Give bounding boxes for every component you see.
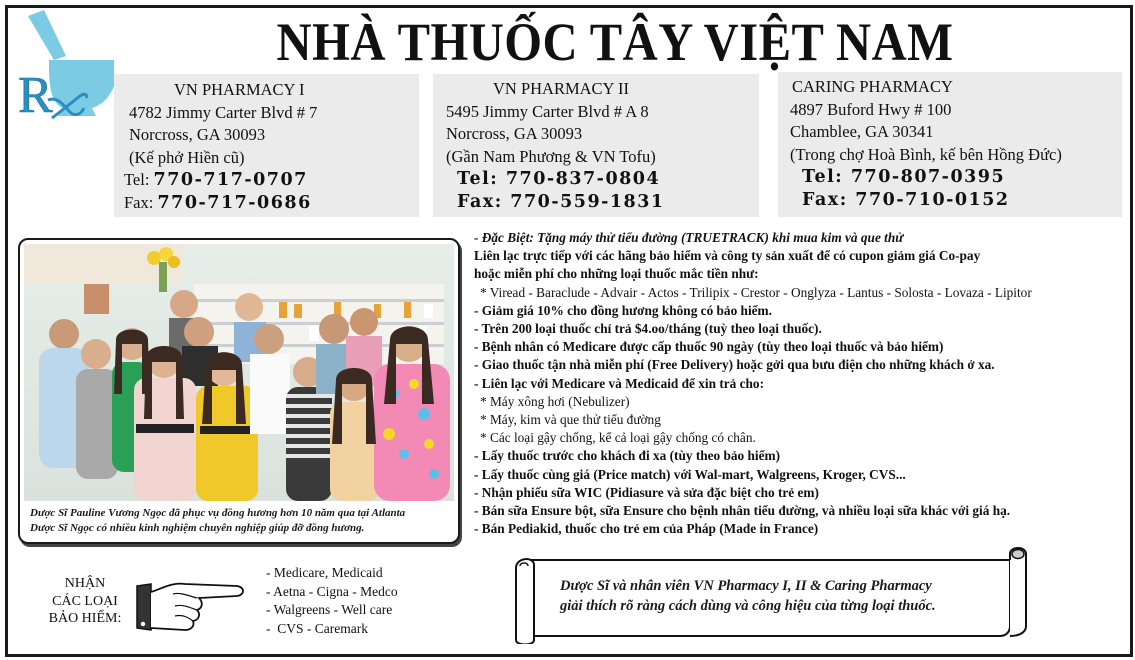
store-address-line1: 4897 Buford Hwy # 100 (790, 99, 952, 119)
staff-group-photo (24, 244, 454, 501)
service-contact-line1: Liên lạc trực tiếp với các hãng bảo hiểm và công ty sản xuất để có cupon giảm giá Co-pay (474, 248, 981, 264)
fax-label: Fax: (802, 189, 848, 210)
fax-label: Fax: (124, 192, 154, 212)
photo-caption (30, 506, 450, 536)
store-address-line1: 5495 Jimmy Carter Blvd # A 8 (446, 101, 649, 121)
store-fax (433, 191, 759, 214)
tel-number[interactable]: 770-837-0804 (505, 169, 661, 189)
store-note: (Kế phở Hiền cũ) (129, 147, 245, 167)
service-price: - Trên 200 loại thuốc chỉ trả $4.oo/tháng (tuỳ theo loại thuốc). (474, 321, 822, 337)
service-price-match: - Lấy thuốc cùng giá (Price match) với Wal-mart, Walgreens, Kroger, CVS... (474, 466, 906, 482)
tel-label: Tel: (802, 167, 844, 187)
service-special: - Đặc Biệt: Tặng máy thử tiểu đường (TRUETRACK) khi mua kim và que thử (474, 230, 904, 245)
pointing-hand-icon (133, 578, 248, 634)
store-address-line2: Chamblee, GA 30341 (790, 122, 934, 141)
store-note: (Gần Nam Phương & VN Tofu) (446, 146, 656, 166)
fax-number: 770-559-1831 (510, 191, 665, 212)
service-wic: - Nhận phiếu sữa WIC (Pidiasure và sửa đặc biệt cho trẻ em) (474, 484, 819, 500)
service-canes: * Các loại gậy chống, kể cả loại gậy chống có chân. (480, 430, 756, 446)
store-card-vn-pharmacy-1 (114, 74, 419, 217)
caption-line2: Dược Sĩ Ngọc có nhiều kinh nghiệm chuyên nghiệp giúp đỡ đồng hương. (30, 522, 365, 534)
services-list (474, 229, 1124, 538)
insurance-label-line3: BẢO HIỂM: (48, 611, 122, 626)
tel-label: Tel: (457, 169, 499, 189)
tel-number[interactable]: 770-717-0707 (153, 170, 308, 190)
store-fax (778, 189, 1122, 212)
fax-number: 770-717-0686 (157, 192, 312, 213)
staff-photo-card (18, 238, 460, 544)
store-name: CARING PHARMACY (792, 77, 953, 96)
store-address-line2: Norcross, GA 30093 (446, 124, 583, 143)
service-medicaid: - Liên lạc với Medicare và Medicaid để xin trả cho: (474, 375, 764, 391)
insurance-label-line2: CÁC LOẠI (52, 593, 118, 609)
insurance-item: - CVS - Caremark (266, 620, 368, 636)
store-fax (114, 192, 419, 215)
store-note: (Trong chợ Hoà Bình, kế bên Hồng Đức) (790, 144, 1062, 164)
service-diabetes: * Máy, kim và que thử tiểu đường (480, 412, 661, 428)
insurance-label (40, 575, 130, 628)
insurance-list (266, 564, 398, 638)
tel-label: Tel: (124, 170, 150, 189)
store-tel (114, 169, 419, 192)
scroll-banner-text (560, 576, 1010, 616)
service-delivery: - Giao thuốc tận nhà miễn phí (Free Delivery) hoặc gởi qua bưu điện cho những khách ở xa. (474, 357, 995, 373)
store-name: VN PHARMACY II (493, 79, 629, 98)
store-address-line1: 4782 Jimmy Carter Blvd # 7 (129, 102, 318, 122)
store-tel (433, 168, 759, 191)
rx-logo-text: R (18, 67, 53, 123)
fax-number: 770-710-0152 (855, 189, 1010, 210)
store-name: VN PHARMACY I (174, 80, 305, 99)
insurance-item: - Aetna - Cigna - Medco (266, 583, 398, 599)
service-drug-list: * Viread - Baraclude - Advair - Actos - Trilipix - Crestor - Onglyza - Lantus - Solosta - Lovaza - Lipitor (480, 284, 1032, 300)
fax-label: Fax: (457, 191, 503, 212)
store-tel (778, 166, 1122, 189)
store-card-vn-pharmacy-2 (433, 74, 759, 217)
service-ensure: - Bán sữa Ensure bột, sữa Ensure cho bệnh nhân tiểu đường, và nhiều loại sữa khác với giá hạ. (474, 503, 1011, 519)
service-contact-line2: hoặc miễn phí cho những loại thuốc mắc tiền như: (474, 266, 759, 282)
store-address-line2: Norcross, GA 30093 (129, 125, 266, 144)
store-card-caring-pharmacy (778, 72, 1122, 217)
insurance-label-line1: NHẬN (64, 576, 106, 591)
page-title: NHÀ THUỐC TÂY VIỆT NAM (276, 12, 954, 72)
service-discount: - Giảm giá 10% cho đồng hương không có bảo hiểm. (474, 302, 772, 318)
insurance-item: - Medicare, Medicaid (266, 565, 383, 580)
tel-number[interactable]: 770-807-0395 (850, 167, 1006, 187)
banner-line1: Dược Sĩ và nhân viên VN Pharmacy I, II & Caring Pharmacy (560, 578, 932, 594)
service-travel: - Lấy thuốc trước cho khách đi xa (tùy theo bảo hiểm) (474, 448, 781, 464)
rx-mortar-pestle-icon (14, 8, 114, 123)
service-nebulizer: * Máy xông hơi (Nebulizer) (480, 393, 630, 409)
service-pediakid: - Bán Pediakid, thuốc cho trẻ em của Pháp (Made in France) (474, 521, 819, 537)
service-medicare-90: - Bệnh nhân có Medicare được cấp thuốc 90 ngày (tùy theo loại thuốc và bảo hiểm) (474, 339, 944, 355)
banner-line2: giải thích rõ ràng cách dùng và công hiệu của từng loại thuốc. (560, 598, 936, 614)
insurance-item: - Walgreens - Well care (266, 602, 393, 617)
caption-line1: Dược Sĩ Pauline Vương Ngọc đã phục vụ đồng hương hơn 10 năm qua tại Atlanta (30, 507, 406, 519)
